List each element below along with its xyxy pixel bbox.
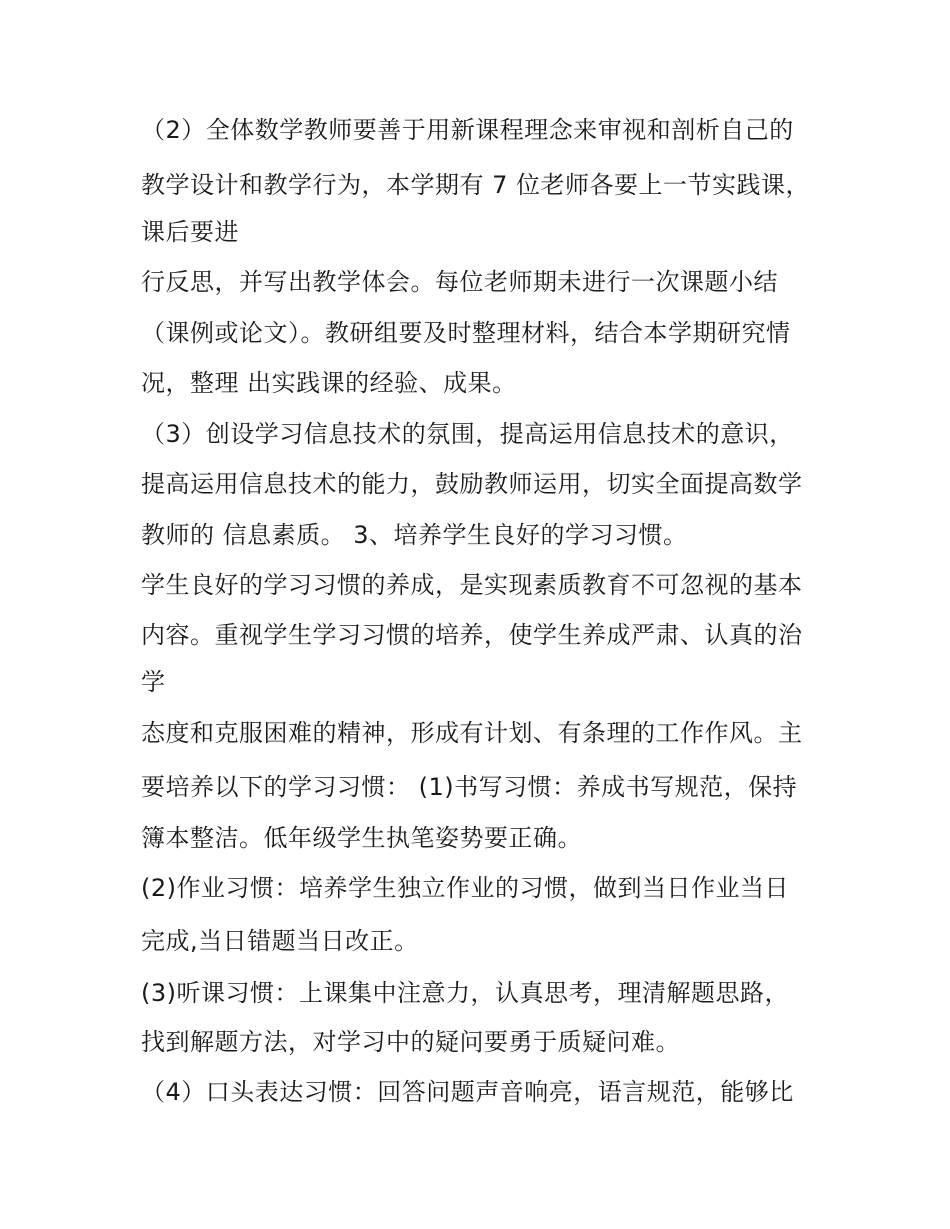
text-line: 内容。重视学生学习习惯的培养，使学生养成严肃、认真的治 (141, 621, 803, 649)
text-line: (2)作业习惯：培养学生独立作业的习惯，做到当日作业当日 (141, 874, 789, 902)
text-line: （3）创设学习信息技术的氛围，提高运用信息技术的意识， (141, 420, 794, 448)
text-line: 找到解题方法，对学习中的疑问要勇于质疑问难。 (141, 1028, 680, 1056)
text-line: 态度和克服困难的精神，形成有计划、有条理的工作作风。主 (141, 719, 803, 747)
text-line: 完成,当日错题当日改正。 (141, 927, 419, 955)
text-line: 行反思，并写出教学体会。每位老师期未进行一次课题小结 (141, 268, 778, 296)
text-line: 教学设计和教学行为，本学期有 7 位老师各要上一节实践课， (141, 171, 811, 199)
text-line: （2）全体数学教师要善于用新课程理念来审视和剖析自己的 (141, 116, 794, 144)
text-line: 要培养以下的学习习惯： (1)书写习惯：养成书写规范，保持 (141, 773, 798, 801)
text-line: 教师的 信息素质。 3、培养学生良好的学习习惯。 (141, 521, 688, 549)
text-line: 学生良好的学习习惯的养成，是实现素质教育不可忽视的基本 (141, 571, 803, 599)
text-line: 课后要进 (141, 218, 239, 246)
text-line: 况，整理 出实践课的经验、成果。 (141, 369, 517, 397)
text-line: （课例或论文）。教研组要及时整理材料，结合本学期研究情 (141, 319, 791, 347)
text-line: 簿本整洁。低年级学生执笔姿势要正确。 (141, 824, 582, 852)
text-line: (3)听课习惯：上课集中注意力，认真思考，理清解题思路， (141, 979, 789, 1007)
text-line: 提高运用信息技术的能力，鼓励教师运用，切实全面提高数学 (141, 470, 803, 498)
text-line: （4）口头表达习惯：回答问题声音响亮，语言规范，能够比 (141, 1078, 794, 1106)
text-line: 学 (141, 668, 166, 696)
